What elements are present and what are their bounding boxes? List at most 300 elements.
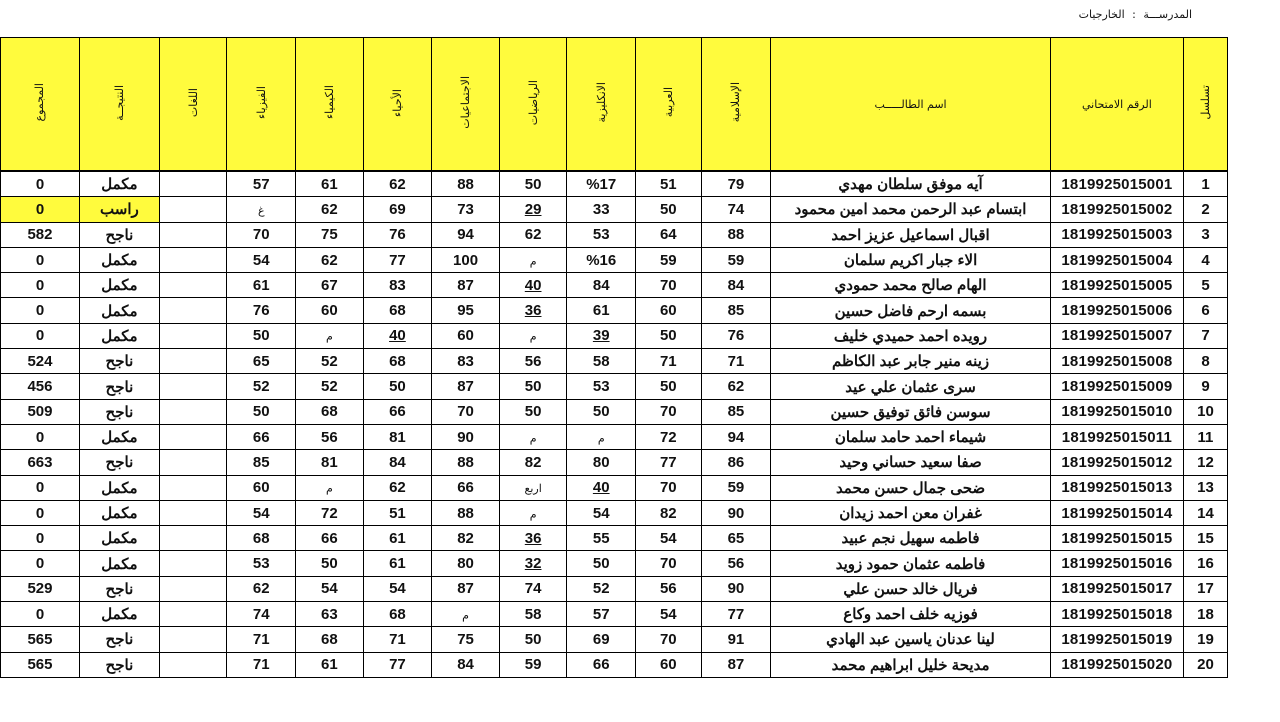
cell-social: 66 <box>432 475 500 500</box>
cell-exam: 1819925015003 <box>1050 222 1183 247</box>
cell-serial: 15 <box>1183 526 1227 551</box>
cell-english: 53 <box>567 374 636 399</box>
cell-english: 66 <box>567 652 636 677</box>
cell-chemistry: 81 <box>296 450 364 475</box>
cell-result: ناجح <box>79 222 159 247</box>
cell-islamic: 74 <box>701 197 771 222</box>
cell-math: 50 <box>499 399 567 424</box>
cell-biology: 68 <box>363 602 432 627</box>
cell-serial: 2 <box>1183 197 1227 222</box>
col-english-header: الانكليزية <box>567 38 636 172</box>
cell-islamic: 77 <box>701 602 771 627</box>
cell-serial: 12 <box>1183 450 1227 475</box>
cell-total: 0 <box>1 323 80 348</box>
cell-total: 663 <box>1 450 80 475</box>
cell-islamic: 87 <box>701 652 771 677</box>
cell-arabic: 59 <box>636 247 702 272</box>
cell-social: 60 <box>432 323 500 348</box>
cell-exam: 1819925015006 <box>1050 298 1183 323</box>
cell-chemistry: 68 <box>296 399 364 424</box>
cell-physics: 71 <box>227 627 296 652</box>
cell-islamic: 85 <box>701 399 771 424</box>
cell-social: 87 <box>432 273 500 298</box>
cell-social: 88 <box>432 500 500 525</box>
cell-islamic: 59 <box>701 475 771 500</box>
cell-english: م <box>567 424 636 449</box>
cell-english: 53 <box>567 222 636 247</box>
cell-serial: 5 <box>1183 273 1227 298</box>
cell-name: ضحى جمال حسن محمد <box>771 475 1051 500</box>
col-islamic-header: الإسلامية <box>701 38 771 172</box>
table-row <box>1 551 1228 576</box>
cell-total: 0 <box>1 273 80 298</box>
table-row <box>1 323 1228 348</box>
cell-social: 70 <box>432 399 500 424</box>
cell-social: 80 <box>432 551 500 576</box>
cell-exam: 1819925015008 <box>1050 349 1183 374</box>
cell-languages <box>159 576 227 601</box>
cell-serial: 18 <box>1183 602 1227 627</box>
col-biology-header: الأحياء <box>363 38 432 172</box>
col-languages-header: اللغات <box>159 38 227 172</box>
cell-serial: 1 <box>1183 171 1227 197</box>
cell-math: 59 <box>499 652 567 677</box>
cell-islamic: 56 <box>701 551 771 576</box>
cell-social: 82 <box>432 526 500 551</box>
cell-math: 29 <box>499 197 567 222</box>
cell-physics: 76 <box>227 298 296 323</box>
cell-physics: 68 <box>227 526 296 551</box>
cell-languages <box>159 349 227 374</box>
cell-chemistry: 75 <box>296 222 364 247</box>
cell-physics: 60 <box>227 475 296 500</box>
table-row <box>1 171 1228 197</box>
cell-chemistry: 56 <box>296 424 364 449</box>
cell-physics: 66 <box>227 424 296 449</box>
cell-chemistry: 54 <box>296 576 364 601</box>
cell-social: 100 <box>432 247 500 272</box>
cell-biology: 76 <box>363 222 432 247</box>
cell-physics: 54 <box>227 500 296 525</box>
cell-biology: 71 <box>363 627 432 652</box>
cell-total: 529 <box>1 576 80 601</box>
cell-name: فاطمه عثمان حمود زويد <box>771 551 1051 576</box>
cell-total: 0 <box>1 197 80 222</box>
cell-math: 36 <box>499 298 567 323</box>
cell-social: 95 <box>432 298 500 323</box>
cell-social: 90 <box>432 424 500 449</box>
cell-math: 74 <box>499 576 567 601</box>
cell-physics: 52 <box>227 374 296 399</box>
cell-biology: 84 <box>363 450 432 475</box>
cell-chemistry: 52 <box>296 374 364 399</box>
cell-result: مكمل <box>79 500 159 525</box>
cell-name: فاطمه سهيل نجم عبيد <box>771 526 1051 551</box>
cell-arabic: 64 <box>636 222 702 247</box>
cell-arabic: 50 <box>636 197 702 222</box>
cell-physics: 71 <box>227 652 296 677</box>
cell-biology: 83 <box>363 273 432 298</box>
cell-english: 58 <box>567 349 636 374</box>
cell-serial: 19 <box>1183 627 1227 652</box>
cell-exam: 1819925015010 <box>1050 399 1183 424</box>
cell-languages <box>159 222 227 247</box>
cell-result: ناجح <box>79 576 159 601</box>
cell-islamic: 90 <box>701 576 771 601</box>
cell-physics: 50 <box>227 399 296 424</box>
cell-math: 40 <box>499 273 567 298</box>
cell-result: مكمل <box>79 323 159 348</box>
cell-languages <box>159 602 227 627</box>
cell-biology: 62 <box>363 171 432 197</box>
cell-exam: 1819925015017 <box>1050 576 1183 601</box>
cell-physics: 61 <box>227 273 296 298</box>
cell-islamic: 88 <box>701 222 771 247</box>
cell-languages <box>159 323 227 348</box>
cell-chemistry: 63 <box>296 602 364 627</box>
cell-name: رويده احمد حميدي خليف <box>771 323 1051 348</box>
cell-islamic: 65 <box>701 526 771 551</box>
cell-arabic: 60 <box>636 652 702 677</box>
cell-serial: 17 <box>1183 576 1227 601</box>
cell-exam: 1819925015001 <box>1050 171 1183 197</box>
col-serial-header: تسلسل <box>1183 38 1227 172</box>
cell-result: مكمل <box>79 551 159 576</box>
table-row <box>1 576 1228 601</box>
cell-arabic: 70 <box>636 627 702 652</box>
cell-result: مكمل <box>79 424 159 449</box>
cell-arabic: 54 <box>636 602 702 627</box>
cell-name: الاء جبار اكريم سلمان <box>771 247 1051 272</box>
cell-chemistry: م <box>296 475 364 500</box>
cell-physics: 50 <box>227 323 296 348</box>
cell-chemistry: م <box>296 323 364 348</box>
cell-biology: 68 <box>363 349 432 374</box>
table-row <box>1 424 1228 449</box>
cell-physics: 65 <box>227 349 296 374</box>
cell-name: ابتسام عبد الرحمن محمد امين محمود <box>771 197 1051 222</box>
cell-exam: 1819925015018 <box>1050 602 1183 627</box>
cell-exam: 1819925015019 <box>1050 627 1183 652</box>
table-row <box>1 500 1228 525</box>
cell-result: ناجح <box>79 450 159 475</box>
cell-exam: 1819925015015 <box>1050 526 1183 551</box>
col-name-header: اسم الطالـــــب <box>771 38 1051 172</box>
cell-result: مكمل <box>79 298 159 323</box>
cell-total: 0 <box>1 551 80 576</box>
cell-arabic: 70 <box>636 475 702 500</box>
cell-arabic: 77 <box>636 450 702 475</box>
cell-result: مكمل <box>79 171 159 197</box>
cell-languages <box>159 475 227 500</box>
cell-arabic: 54 <box>636 526 702 551</box>
cell-chemistry: 67 <box>296 273 364 298</box>
cell-exam: 1819925015011 <box>1050 424 1183 449</box>
col-result-header: النتيجــة <box>79 38 159 172</box>
cell-exam: 1819925015020 <box>1050 652 1183 677</box>
cell-biology: 40 <box>363 323 432 348</box>
cell-biology: 61 <box>363 551 432 576</box>
cell-islamic: 59 <box>701 247 771 272</box>
table-row <box>1 627 1228 652</box>
footer-cut-right <box>940 712 1020 722</box>
cell-english: 55 <box>567 526 636 551</box>
col-physics-header: الفيزياء <box>227 38 296 172</box>
cell-name: لينا عدنان ياسين عبد الهادي <box>771 627 1051 652</box>
cell-result: ناجح <box>79 627 159 652</box>
col-arabic-header: العربية <box>636 38 702 172</box>
table-row <box>1 374 1228 399</box>
school-separator: : <box>1132 8 1136 21</box>
cell-total: 0 <box>1 247 80 272</box>
cell-exam: 1819925015002 <box>1050 197 1183 222</box>
cell-math: 50 <box>499 374 567 399</box>
cell-serial: 20 <box>1183 652 1227 677</box>
col-exam-header: الرقم الامتحاني <box>1050 38 1183 172</box>
cell-math: 82 <box>499 450 567 475</box>
cell-islamic: 76 <box>701 323 771 348</box>
cell-serial: 10 <box>1183 399 1227 424</box>
cell-languages <box>159 652 227 677</box>
cell-languages <box>159 450 227 475</box>
cell-biology: 69 <box>363 197 432 222</box>
cell-total: 0 <box>1 526 80 551</box>
table-row <box>1 349 1228 374</box>
cell-exam: 1819925015005 <box>1050 273 1183 298</box>
cell-physics: 57 <box>227 171 296 197</box>
cell-arabic: 70 <box>636 273 702 298</box>
cell-languages <box>159 551 227 576</box>
cell-social: 88 <box>432 450 500 475</box>
cell-result: مكمل <box>79 475 159 500</box>
cell-languages <box>159 298 227 323</box>
cell-english: 54 <box>567 500 636 525</box>
cell-english: 84 <box>567 273 636 298</box>
cell-physics: غ <box>227 197 296 222</box>
cell-name: صفا سعيد حساني وحيد <box>771 450 1051 475</box>
cell-physics: 74 <box>227 602 296 627</box>
cell-serial: 4 <box>1183 247 1227 272</box>
cell-english: 50 <box>567 551 636 576</box>
cell-arabic: 51 <box>636 171 702 197</box>
cell-math: اربع <box>499 475 567 500</box>
cell-result: ناجح <box>79 349 159 374</box>
cell-name: شيماء احمد حامد سلمان <box>771 424 1051 449</box>
table-row <box>1 652 1228 677</box>
cell-biology: 77 <box>363 247 432 272</box>
cell-islamic: 79 <box>701 171 771 197</box>
footer-cut-left <box>85 712 205 722</box>
cell-arabic: 50 <box>636 323 702 348</box>
cell-chemistry: 52 <box>296 349 364 374</box>
school-line <box>1079 8 1192 21</box>
cell-english: 33 <box>567 197 636 222</box>
cell-arabic: 70 <box>636 399 702 424</box>
cell-serial: 7 <box>1183 323 1227 348</box>
cell-islamic: 71 <box>701 349 771 374</box>
cell-english: 57 <box>567 602 636 627</box>
cell-chemistry: 66 <box>296 526 364 551</box>
cell-english: 39 <box>567 323 636 348</box>
cell-physics: 62 <box>227 576 296 601</box>
cell-languages <box>159 399 227 424</box>
cell-islamic: 91 <box>701 627 771 652</box>
footer-cut-mid <box>470 712 590 722</box>
cell-languages <box>159 247 227 272</box>
table-row <box>1 247 1228 272</box>
cell-serial: 16 <box>1183 551 1227 576</box>
table-row <box>1 399 1228 424</box>
table-row <box>1 526 1228 551</box>
cell-chemistry: 62 <box>296 247 364 272</box>
cell-total: 509 <box>1 399 80 424</box>
cell-result: راسب <box>79 197 159 222</box>
cell-serial: 13 <box>1183 475 1227 500</box>
cell-result: مكمل <box>79 247 159 272</box>
cell-arabic: 82 <box>636 500 702 525</box>
cell-serial: 11 <box>1183 424 1227 449</box>
cell-name: بسمه ارحم فاضل حسين <box>771 298 1051 323</box>
cell-total: 0 <box>1 298 80 323</box>
cell-languages <box>159 500 227 525</box>
cell-name: اقبال اسماعيل عزيز احمد <box>771 222 1051 247</box>
cell-name: مديحة خليل ابراهيم محمد <box>771 652 1051 677</box>
cell-physics: 70 <box>227 222 296 247</box>
cell-arabic: 60 <box>636 298 702 323</box>
cell-physics: 53 <box>227 551 296 576</box>
cell-exam: 1819925015004 <box>1050 247 1183 272</box>
cell-math: م <box>499 500 567 525</box>
cell-total: 0 <box>1 602 80 627</box>
cell-exam: 1819925015009 <box>1050 374 1183 399</box>
cell-social: 73 <box>432 197 500 222</box>
cell-english: 80 <box>567 450 636 475</box>
cell-biology: 77 <box>363 652 432 677</box>
cell-english: 52 <box>567 576 636 601</box>
cell-social: 75 <box>432 627 500 652</box>
cell-exam: 1819925015007 <box>1050 323 1183 348</box>
cell-english: 69 <box>567 627 636 652</box>
cell-total: 0 <box>1 475 80 500</box>
cell-chemistry: 61 <box>296 171 364 197</box>
cell-exam: 1819925015013 <box>1050 475 1183 500</box>
col-total-header: المجموع <box>1 38 80 172</box>
cell-math: م <box>499 323 567 348</box>
cell-physics: 54 <box>227 247 296 272</box>
title-cut-off <box>560 0 740 5</box>
cell-languages <box>159 374 227 399</box>
cell-serial: 3 <box>1183 222 1227 247</box>
cell-chemistry: 72 <box>296 500 364 525</box>
col-math-header: الرياضيات <box>499 38 567 172</box>
cell-english: %17 <box>567 171 636 197</box>
cell-math: 36 <box>499 526 567 551</box>
cell-arabic: 71 <box>636 349 702 374</box>
results-table <box>0 37 1228 678</box>
cell-islamic: 84 <box>701 273 771 298</box>
cell-name: سرى عثمان علي عيد <box>771 374 1051 399</box>
cell-biology: 50 <box>363 374 432 399</box>
cell-total: 565 <box>1 652 80 677</box>
cell-result: مكمل <box>79 602 159 627</box>
cell-result: ناجح <box>79 374 159 399</box>
cell-total: 582 <box>1 222 80 247</box>
cell-biology: 61 <box>363 526 432 551</box>
cell-social: 94 <box>432 222 500 247</box>
cell-social: 83 <box>432 349 500 374</box>
table-row <box>1 475 1228 500</box>
cell-total: 456 <box>1 374 80 399</box>
table-row <box>1 197 1228 222</box>
cell-math: م <box>499 247 567 272</box>
cell-name: غفران معن احمد زيدان <box>771 500 1051 525</box>
cell-exam: 1819925015016 <box>1050 551 1183 576</box>
cell-languages <box>159 273 227 298</box>
cell-languages <box>159 197 227 222</box>
cell-result: مكمل <box>79 526 159 551</box>
cell-chemistry: 61 <box>296 652 364 677</box>
cell-english: 50 <box>567 399 636 424</box>
cell-exam: 1819925015014 <box>1050 500 1183 525</box>
table-row <box>1 222 1228 247</box>
cell-math: 32 <box>499 551 567 576</box>
cell-name: زينه منير جابر عبد الكاظم <box>771 349 1051 374</box>
cell-chemistry: 50 <box>296 551 364 576</box>
cell-biology: 54 <box>363 576 432 601</box>
cell-biology: 81 <box>363 424 432 449</box>
school-value: الخارجيات <box>1078 8 1125 21</box>
cell-biology: 66 <box>363 399 432 424</box>
col-chemistry-header: الكيمياء <box>296 38 364 172</box>
cell-total: 0 <box>1 171 80 197</box>
cell-english: 61 <box>567 298 636 323</box>
cell-chemistry: 60 <box>296 298 364 323</box>
cell-languages <box>159 627 227 652</box>
cell-exam: 1819925015012 <box>1050 450 1183 475</box>
school-label: المدرســـة <box>1143 8 1192 21</box>
col-social-header: الاجتماعيات <box>432 38 500 172</box>
cell-arabic: 56 <box>636 576 702 601</box>
cell-languages <box>159 424 227 449</box>
cell-math: م <box>499 424 567 449</box>
cell-total: 0 <box>1 500 80 525</box>
cell-english: %16 <box>567 247 636 272</box>
cell-name: فريال خالد حسن علي <box>771 576 1051 601</box>
cell-result: ناجح <box>79 652 159 677</box>
cell-social: 84 <box>432 652 500 677</box>
cell-islamic: 85 <box>701 298 771 323</box>
cell-math: 58 <box>499 602 567 627</box>
cell-islamic: 90 <box>701 500 771 525</box>
cell-arabic: 50 <box>636 374 702 399</box>
cell-islamic: 86 <box>701 450 771 475</box>
cell-result: مكمل <box>79 273 159 298</box>
cell-total: 0 <box>1 424 80 449</box>
cell-serial: 14 <box>1183 500 1227 525</box>
table-row <box>1 273 1228 298</box>
cell-english: 40 <box>567 475 636 500</box>
cell-math: 56 <box>499 349 567 374</box>
cell-biology: 62 <box>363 475 432 500</box>
cell-serial: 6 <box>1183 298 1227 323</box>
cell-social: 87 <box>432 374 500 399</box>
table-row <box>1 450 1228 475</box>
cell-islamic: 94 <box>701 424 771 449</box>
cell-languages <box>159 171 227 197</box>
cell-name: سوسن فائق توفيق حسين <box>771 399 1051 424</box>
cell-math: 62 <box>499 222 567 247</box>
cell-languages <box>159 526 227 551</box>
